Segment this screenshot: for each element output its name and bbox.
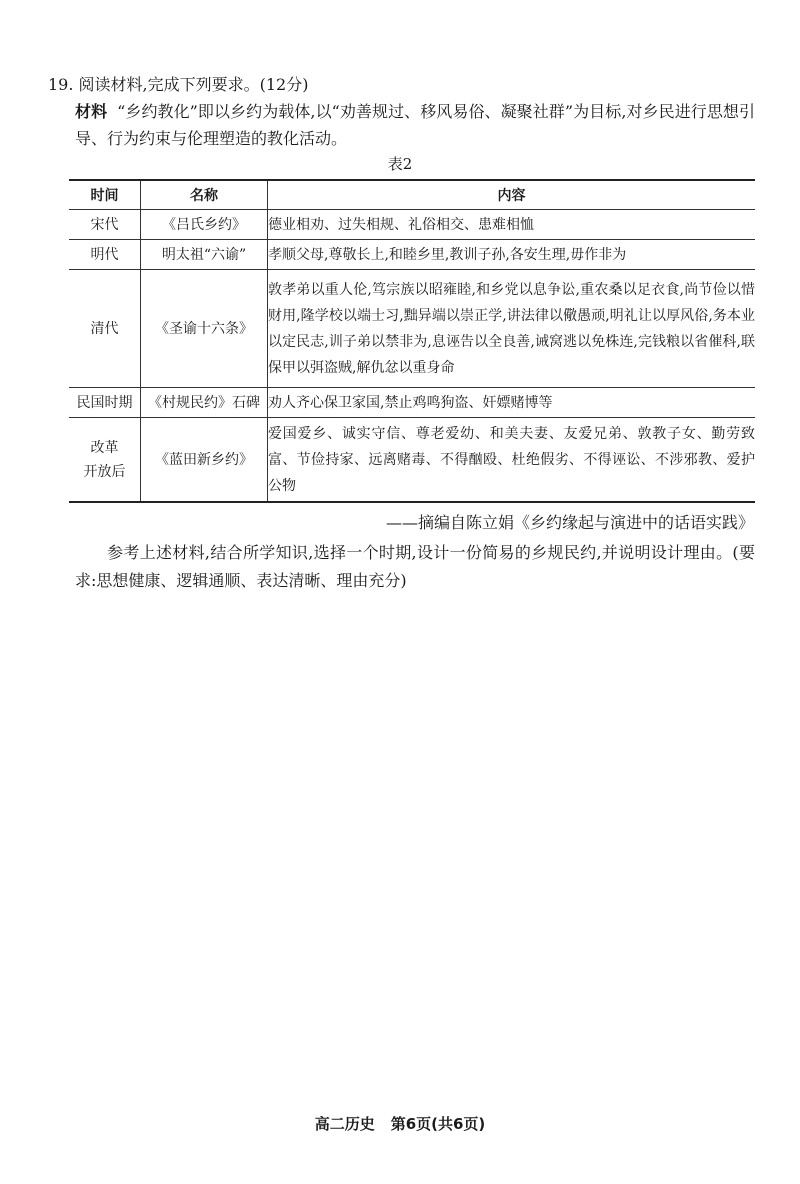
table-row: [69, 270, 755, 388]
table-row: [69, 418, 755, 503]
footer-subject: 高二历史: [314, 1115, 375, 1133]
row-era-line: 改革: [90, 439, 119, 456]
table-row: [69, 388, 755, 418]
header-era: 时间: [69, 180, 141, 210]
header-name: 名称: [141, 180, 268, 210]
footer-page-number: 第6页(共6页): [390, 1115, 486, 1133]
table-row: [69, 240, 755, 270]
row-era: [69, 418, 141, 503]
row-name: 《村规民约》石碑: [141, 388, 268, 418]
row-name: 《圣谕十六条》: [141, 270, 268, 388]
table-header-row: [69, 180, 755, 210]
row-content: 敦孝弟以重人伦,笃宗族以昭雍睦,和乡党以息争讼,重农桑以足衣食,尚节俭以惜财用,隆学校以端士习,黜异端以崇正学,讲法律以儆愚顽,明礼让以厚风俗,务本业以定民志,训子弟以禁非为,息诬告以全良善,诫窝逃以免株连,完钱粮以省催科,联保甲以弭盗贼,解仇忿以重身命: [268, 270, 756, 388]
question-header: 19. 阅读材料,完成下列要求。(12分): [48, 75, 309, 94]
row-content: 德业相劝、过失相规、礼俗相交、患难相恤: [268, 210, 756, 240]
row-name: 《吕氏乡约》: [141, 210, 268, 240]
row-content: 劝人齐心保卫家国,禁止鸡鸣狗盗、奸嫖赌博等: [268, 388, 756, 418]
row-era: 民国时期: [69, 388, 141, 418]
page-footer: [0, 1112, 800, 1136]
row-era-line: 开放后: [83, 463, 126, 480]
table-caption: 表2: [387, 155, 413, 173]
row-content: 孝顺父母,尊敬长上,和睦乡里,教训子孙,各安生理,毋作非为: [268, 240, 756, 270]
material-text: “乡约教化”即以乡约为载体,以“劝善规过、移风易俗、凝聚社群”为目标,对乡民进行思想引导、行为约束与伦理塑造的教化活动。: [75, 102, 755, 148]
row-era: 明代: [69, 240, 141, 270]
history-table: [69, 179, 755, 503]
row-era: 清代: [69, 270, 141, 388]
row-era: 宋代: [69, 210, 141, 240]
row-content: 爱国爱乡、诚实守信、尊老爱幼、和美夫妻、友爱兄弟、敦教子女、勤劳致富、节俭持家、远离赌毒、不得酗殴、杜绝假劣、不得诬讼、不涉邪教、爱护公物: [268, 418, 756, 503]
row-name: 《蓝田新乡约》: [141, 418, 268, 503]
material-label: 材料: [75, 102, 108, 121]
table-row: [69, 210, 755, 240]
header-content: 内容: [268, 180, 756, 210]
source-citation: ——摘编自陈立娟《乡约缘起与演进中的话语实践》: [385, 513, 754, 532]
task-prompt: 参考上述材料,结合所学知识,选择一个时期,设计一份简易的乡规民约,并说明设计理由。(要求:思想健康、逻辑通顺、表达清晰、理由充分): [75, 543, 755, 590]
row-name: 明太祖“六谕”: [141, 240, 268, 270]
material-paragraph: [75, 98, 755, 152]
